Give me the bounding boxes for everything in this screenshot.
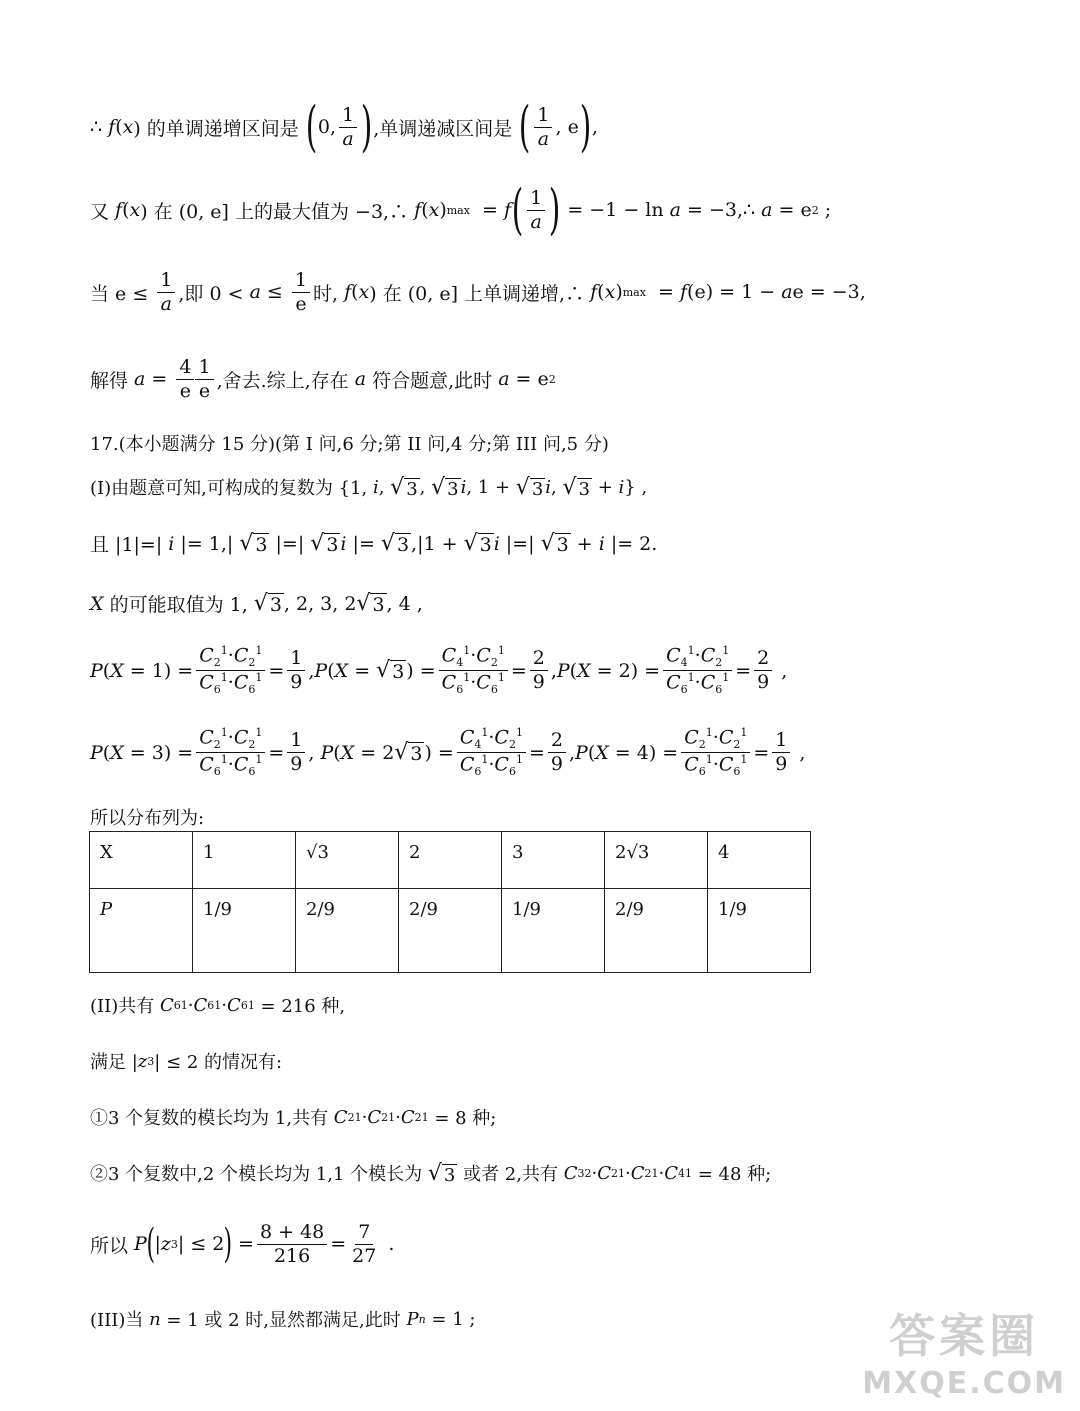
- table-cell: 2/9: [605, 889, 708, 973]
- table-cell: 1/9: [502, 889, 605, 973]
- table-cell: P: [90, 889, 193, 973]
- line-11: 所以分布列为:: [90, 808, 205, 829]
- table-cell: 4: [708, 832, 811, 889]
- table-cell: 1/9: [708, 889, 811, 973]
- watermark-en: MXQE.COM: [862, 1366, 1066, 1401]
- table-cell: 3: [502, 832, 605, 889]
- table-row-p: [90, 889, 811, 973]
- table-cell: 2/9: [399, 889, 502, 973]
- table-cell: 1: [193, 832, 296, 889]
- line-3: 当 e ≤ $\frac{1}{a}$ ,即 0 < a ≤ $\frac{1}{e}$ 时, f ( x ) 在 (0, e] 上单调递增,∴ f ( x ) max = f (e) = 1 − a e = −3,: [90, 269, 866, 315]
- table-cell: X: [90, 832, 193, 889]
- line-16: 所以 P ( | z 3 | ≤ 2 ) = $\frac{8 + 48}{216}$ = $\frac{7}{27}$ .: [90, 1221, 395, 1268]
- table-cell: 2: [399, 832, 502, 889]
- line-4: 解得 a = $\frac{4}{e}$ $\frac{1}{e}$ ,舍去.综上,存在 a 符合题意,此时 a = e 2: [90, 356, 556, 402]
- line-12: (II)共有 C 6 1 · C 6 1 · C 6 1 = 216 种,: [90, 994, 346, 1017]
- table-cell: 1/9: [193, 889, 296, 973]
- table-cell: √3: [296, 832, 399, 889]
- line-7: 且 |1|=| i |= 1,| √ 3 |=| √ 3 i |= √ 3 ,|1 + √ 3 i |=| √ 3 + i |= 2.: [90, 531, 658, 556]
- line-14: ①3 个复数的模长均为 1,共有 C 2 1 · C 2 1 · C 2 1 = 8 种;: [90, 1106, 497, 1129]
- line-17: (III)当 n = 1 或 2 时,显然都满足,此时 P n = 1 ;: [90, 1308, 476, 1331]
- watermark-logo: [862, 1300, 1066, 1401]
- distribution-table: [89, 831, 811, 973]
- line-13: 满足 | z 3 | ≤ 2 的情况有:: [90, 1050, 283, 1073]
- table-cell: 2√3: [605, 832, 708, 889]
- line-1: ∴ f ( x ) 的单调递增区间是 ( 0, $\frac{1}{a}$ ) ,单调递减区间是 ( $\frac{1}{a}$ , e ) ,: [90, 95, 598, 158]
- line-6: (I)由题意可知,可构成的复数为 {1, i , √ 3 , √ 3 i , 1 + √ 3 i , √ 3 + i } ,: [90, 474, 648, 500]
- line-2: 又 f ( x ) 在 (0, e] 上的最大值为 −3,∴ f ( x ) max = f ( $\frac{1}{a}$ ) = −1 − ln a = −3,∴ a = e 2 ;: [90, 178, 832, 241]
- line-9: P ( X = 1) = $\frac{C_2^1\cdot C_2^1}{C_6^1\cdot C_6^1}$ = $\frac{1}{9}$ , P ( X = √ 3 ) = $\frac{C_4^1\cdot C_2^1}{C_6^1\cdot C_6^1}$ = $\frac{2}{9}$ , P ( X = 2) = $\frac{C_4^1\cdot C_2^1}{C_6^1\cdot C_6^1}$ = $\frac{2}{9}$ ,: [90, 644, 788, 697]
- table-row-x: [90, 832, 811, 889]
- watermark-cn: 答案圈: [889, 1309, 1040, 1363]
- line-5: 17.(本小题满分 15 分)(第 I 问,6 分;第 II 问,4 分;第 III 问,5 分): [90, 434, 609, 455]
- line-10: P ( X = 3) = $\frac{C_2^1\cdot C_2^1}{C_6^1\cdot C_6^1}$ = $\frac{1}{9}$ , P ( X = 2 √ 3 ) = $\frac{C_4^1\cdot C_2^1}{C_6^1\cdot C_6^1}$ = $\frac{2}{9}$ , P ( X = 4) = $\frac{C_2^1\cdot C_2^1}{C_6^1\cdot C_6^1}$ = $\frac{1}{9}$ ,: [90, 726, 806, 779]
- line-15: ②3 个复数中,2 个模长均为 1,1 个模长为 √ 3 或者 2,共有 C 3 2 · C 2 1 · C 2 1 · C 4 1 = 48 种;: [90, 1160, 772, 1186]
- table-cell: 2/9: [296, 889, 399, 973]
- line-8: X 的可能取值为 1, √ 3 , 2, 3, 2 √ 3 , 4 ,: [90, 591, 423, 616]
